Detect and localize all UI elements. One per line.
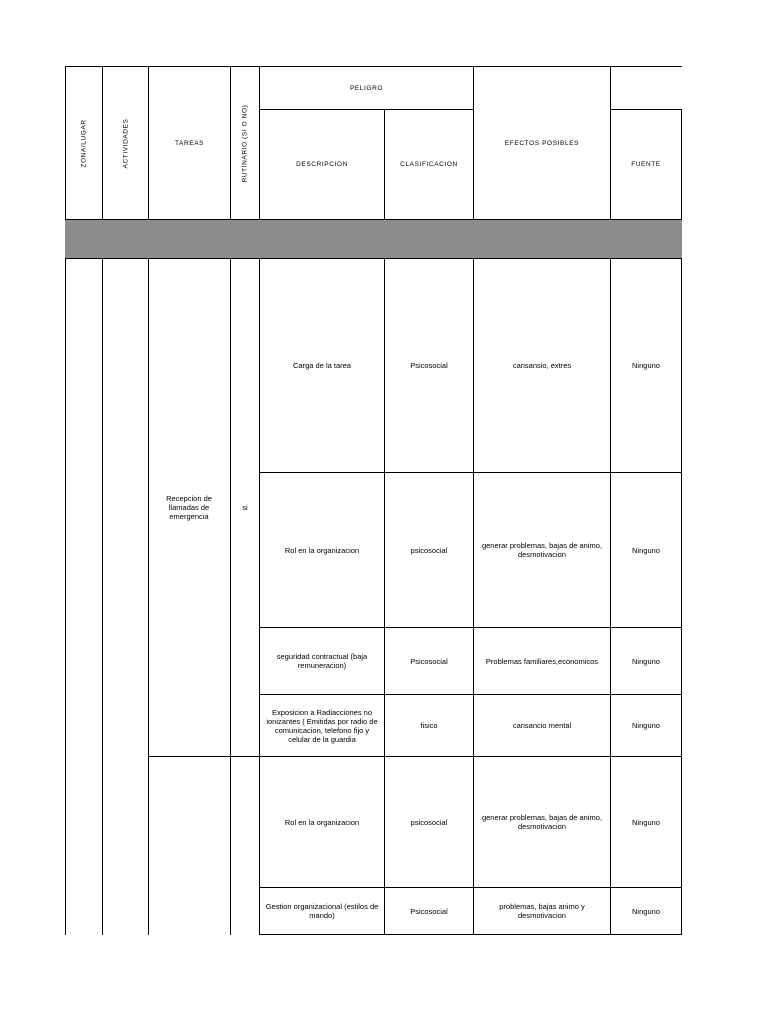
header-actividades: ACTIVIDADES <box>122 118 130 168</box>
header-zona-lugar: ZONA/LUGAR <box>80 118 88 168</box>
clasificacion-cell: Psicosocial <box>410 906 448 916</box>
tarea-cell <box>152 757 226 935</box>
rutinario-cell <box>231 757 259 935</box>
tarea-cell: Recepcion de llamadas de emergencia <box>166 494 212 521</box>
header-peligro: PELIGRO <box>349 84 384 92</box>
fuente-cell: Ninguno <box>632 656 660 666</box>
rutinario-cell: si <box>242 503 248 512</box>
efectos-cell: cansansio, extres <box>512 361 572 370</box>
efectos-cell: cansancio mental <box>512 721 572 730</box>
descripcion-cell: Carga de la tarea <box>293 361 351 370</box>
descripcion-cell: Rol en la organizacion <box>284 817 360 827</box>
header-descripcion: DESCRIPCION <box>296 161 348 168</box>
fuente-cell: Ninguno <box>632 545 660 555</box>
header-tareas: TAREAS <box>174 139 205 147</box>
fuente-cell: Ninguno <box>632 817 660 827</box>
fuente-cell: Ninguno <box>632 721 660 730</box>
descripcion-cell: Exposicion a Radiacciones no ionizantes ( Emitidas por radio de comunicacion, telefono fijo y celular de la guardia <box>266 707 378 744</box>
clasificacion-cell: psicosocial <box>410 545 448 555</box>
descripcion-cell: Rol en la organizacion <box>284 545 360 555</box>
efectos-cell: generar problemas, bajas de animo, desmotivacion <box>481 813 603 831</box>
efectos-cell: Problemas familiares,economicos <box>485 656 599 666</box>
clasificacion-cell: Psicosocial <box>410 361 448 370</box>
fuente-cell: Ninguno <box>632 906 660 916</box>
header-efectos-posibles: EFECTOS POSIBLES <box>504 139 580 147</box>
efectos-cell: generar problemas, bajas de animo, desmotivacion <box>481 541 603 559</box>
clasificacion-cell: fisico <box>420 721 438 730</box>
descripcion-cell: seguridad contractual (baja remuneracion) <box>276 652 368 670</box>
clasificacion-cell: psicosocial <box>410 817 448 827</box>
efectos-cell: problemas, bajas animo y desmotivacion <box>499 902 585 920</box>
header-rutinario: RUTINARIO (SI O NO) <box>241 104 249 182</box>
fuente-cell: Ninguno <box>632 361 660 370</box>
clasificacion-cell: Psicosocial <box>410 656 448 666</box>
section-band <box>65 220 682 258</box>
descripcion-cell: Gestion organizacional (estilos de mando) <box>265 902 379 920</box>
header-clasificacion: CLASIFICACION <box>400 161 458 168</box>
header-fuente: FUENTE <box>631 161 661 168</box>
